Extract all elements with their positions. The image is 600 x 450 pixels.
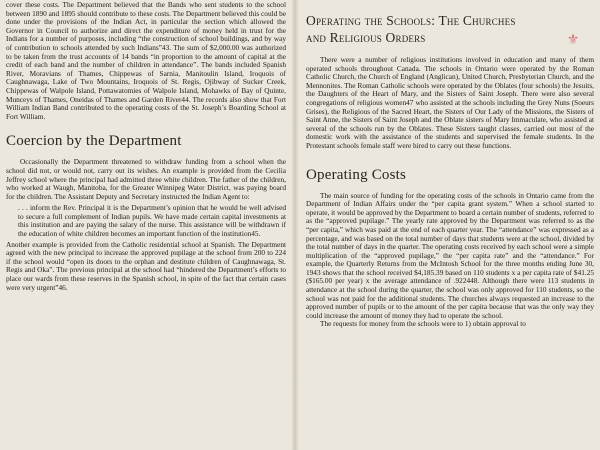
heading-operating-costs: Operating Costs bbox=[306, 166, 407, 183]
page-gutter bbox=[291, 0, 299, 450]
paragraph-coercion-intro: Occasionally the Department threatened to withdraw funding from a school when the school did not, or would not, carry out its wishes. An example is provided from the Cecilia Jeffrey school where the principal had admitted three white children. The father of the children, who worked at Waugh, Manitoba, for the Greater Winnipeg Water District, was paying board for the children. The Assistant Deputy and Secretary instructed the Indian Agent to: bbox=[6, 157, 286, 201]
left-column bbox=[6, 0, 286, 292]
blockquote-assistant-deputy: . . . inform the Rev. Principal it is the Department’s opinion that he would be well advised to secure a full complement of Indian pupils. We have made certain capital investments at this institution and are paying the salary of the nurse. This assistance will be withdrawn if the education of white children becomes an important function of the institution45. bbox=[18, 203, 286, 239]
heading-operating-line1: Operating the Schools: The Churches bbox=[306, 13, 516, 28]
paragraph-per-capita: The main source of funding for the operating costs of the schools in Ontario came from the Department of Indian Affairs under the “per capita grant system.” When a school started to operate, it would be approved by the Department to board a certain number of students, referred to as the “approved pupilage.” The yearly rate approved by the Department was referred to as the “per capita,” which was paid at the end of each quarter year. The “attendance” was expressed as a percentage, and was based on the total number of days that students were at the school, divided by the total number of days in the quarter. The operating costs received by each school were a simple multiplication of the “approved pupilage,” the “per capita rate” and the “attendance.” For example, the Quarterly Returns from the McIntosh School for the three months ending June 30, 1943 shows that the school received $4,185.39 based on 110 students x a per capita rate of $41.25 ($165.00 per year) x the average attendance of .922448. Although there were 113 students in attendance at the school during the quarter, the school was only approved for 110 students, so the school was not paid for the additional students. The churches always requested an increase to the approved number of pupils or to the amount of the per capita because that was the only way they could increase the amount of money they had to operate the school. bbox=[306, 190, 594, 320]
heading-coercion: Coercion by the Department bbox=[6, 133, 182, 150]
paragraph-requests: The requests for money from the schools were to 1) obtain approval to bbox=[320, 319, 526, 329]
heading-operating-line2: and Religious Orders bbox=[306, 30, 426, 45]
paragraph-spanish-school: Another example is provided from the Catholic residential school at Spanish. The Department agreed with the new principal to increase the approved pupilage at the school from 200 to 224 if the school would “open its doors to the orphan and destitute children of Caughnawaga, St. Regis and Oka”. The previous principal at the school had “hindered the Department’s efforts to place our wards from these reserves in the Spanish school, in spite of the fact that certain cases were very urgent”46. bbox=[6, 239, 286, 292]
paragraph-band-contributions: cover these costs. The Department believed that the Bands who sent students to the school between 1890 and 1895 should contribute to these costs. The Department believed this could be done under the provisions of the Indian Act, in particular the section which allowed the Governor in Council to authorize and direct the expenditure of money held in trust for the Indians for a number of purposes, including “the construction of school buildings, and by way of contribution to schools attended by such Indians”43. The sum of $2,000.00 was authorized to be taken from the trust accounts of 14 bands “in proportion to the amount of capital at the credit of each band and the number of children in attendance”. The bands included Spanish River, Moravians of Thames, Chippewas of Sarnia, Manitoulin Island, Iroquois of Caughnawaga, Lake of Two Mountains, Iroquois of St. Regis, Ojibway of Sucker Creek, Chippewas of Walpole Island, Pottawatomies of Walpole Island, Mohawks of Bay of Quinte, Munceys of Thames, Oneidas of Thames and Garden River44. The records also show that Fort William Indian Band contributed to the operating costs of the St. Joseph’s Boarding School at Fort William. bbox=[6, 0, 286, 121]
fleur-de-lis-icon: ⚜ bbox=[566, 33, 580, 48]
right-column bbox=[306, 0, 594, 329]
paragraph-religious-institutions: There were a number of religious institutions involved in education and many of them operated schools throughout Canada. The schools in Ontario were operated by the Roman Catholic Church, the Church of England (Anglican), United Church, Presbyterian Church, and the Mennonites. The Roman Catholic schools were operated by the Oblates (four schools) the Jesuits, the Daughters of the Heart of Mary, and the Sisters of Saint Joseph. There were also several congregations of religious women47 who assisted at the schools including the Grey Nuns (Soeurs Grises), the Religious of the Sacred Heart, the Sisters of Our Lady of the Missions, the Sisters of Saint Anne, the Sisters of Saint Joseph and the Oblate sisters of Mary Immaculate, who assisted at several of the schools run by the Oblates. These Sisters taught classes, carried out most of the domestic work with the assistance of the students and supervised the female students. In the Protestant schools female staff were hired to carry out these functions. bbox=[306, 55, 594, 150]
heading-operating-schools bbox=[306, 12, 594, 46]
